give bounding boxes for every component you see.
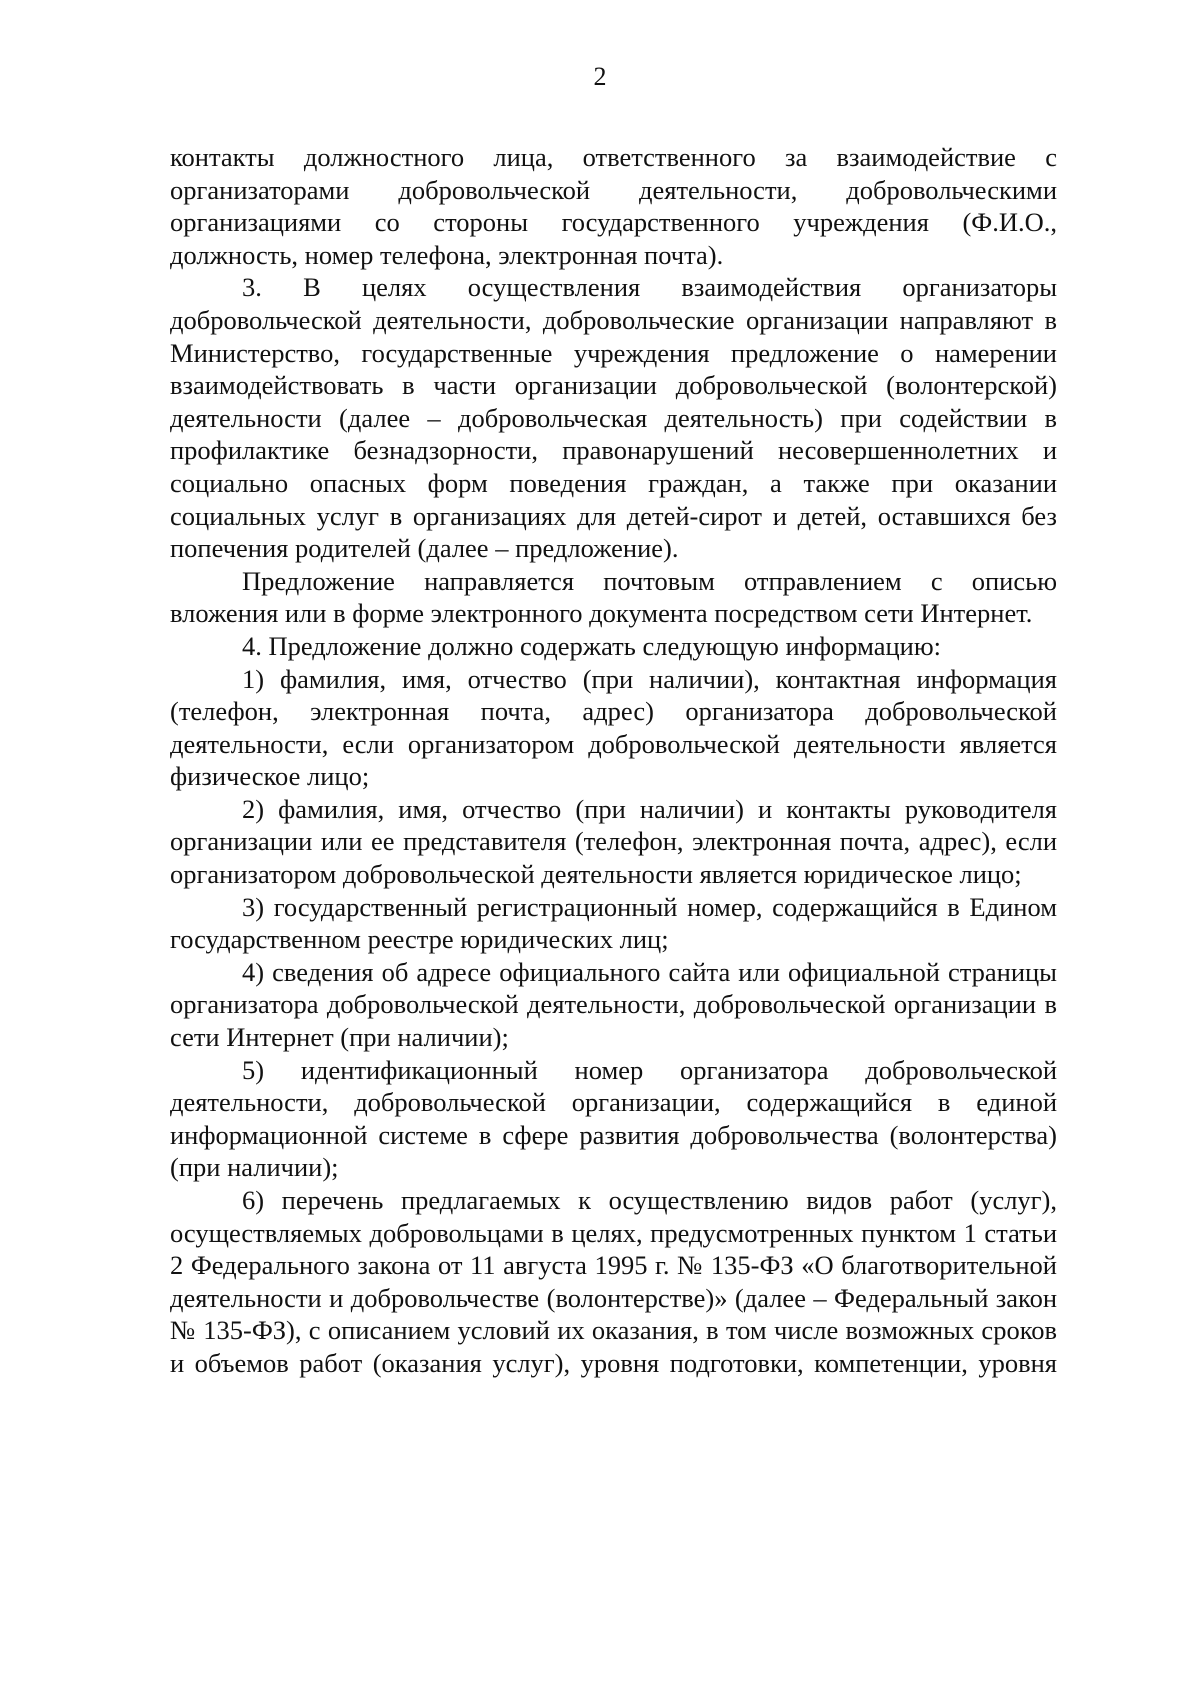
document-body [170, 141, 1057, 1380]
list-item-3: 3) государственный регистрационный номер, содержащийся в Едином государственном реестре юридических лиц; [170, 891, 1057, 955]
paragraph-contacts-continuation: контакты должностного лица, ответственного за взаимодействие с организаторами добровольческой деятельности, добровольческими организациями со стороны государственного учреждения (Ф.И.О., должность, номер телефона, электронная почта). [170, 142, 1057, 270]
paragraph-item-3: 3. В целях осуществления взаимодействия организаторы добровольческой деятельности, добровольческие организации направляют в Министерство, государственные учреждения предложение о намерении взаимодействовать в части организации добровольческой (волонтерской) деятельности (далее – добровольческая деятельность) при содействии в профилактике безнадзорности, правонарушений несовершеннолетних и социально опасных форм поведения граждан, а также при оказании социальных услуг в организациях для детей-сирот и детей, оставшихся без попечения родителей (далее – предложение). [170, 272, 1057, 564]
paragraph-item-4: 4. Предложение должно содержать следующую информацию: [242, 630, 941, 661]
list-item-2: 2) фамилия, имя, отчество (при наличии) и контакты руководителя организации или ее представителя (телефон, электронная почта, адрес), если организатором добровольческой деятельности является юридическое лицо; [170, 793, 1057, 890]
list-item-5: 5) идентификационный номер организатора добровольческой деятельности, добровольческой организации, содержащийся в единой информационной системе в сфере развития добровольчества (волонтерства) (при наличии); [170, 1054, 1057, 1183]
list-item-1: 1) фамилия, имя, отчество (при наличии), контактная информация (телефон, электронная почта, адрес) организатора добровольческой деятельности, если организатором добровольческой деятельности является физическое лицо; [170, 663, 1057, 792]
page-number: 2 [593, 62, 607, 91]
paragraph-submission-method: Предложение направляется почтовым отправлением с описью вложения или в форме электронного документа посредством сети Интернет. [170, 565, 1057, 629]
list-item-4: 4) сведения об адресе официального сайта или официальной страницы организатора добровольческой деятельности, добровольческой организации в сети Интернет (при наличии); [170, 956, 1057, 1053]
list-item-6: 6) перечень предлагаемых к осуществлению видов работ (услуг), осуществляемых добровольцами в целях, предусмотренных пунктом 1 статьи 2 Федерального закона от 11 августа 1995 г. № 135-ФЗ «О благотворительной деятельности и добровольчестве (волонтерстве)» (далее – Федеральный закон № 135-ФЗ), с описанием условий их оказания, в том числе возможных сроков и объемов работ (оказания услуг), уровня подготовки, компетенции, уровня [170, 1185, 1057, 1378]
